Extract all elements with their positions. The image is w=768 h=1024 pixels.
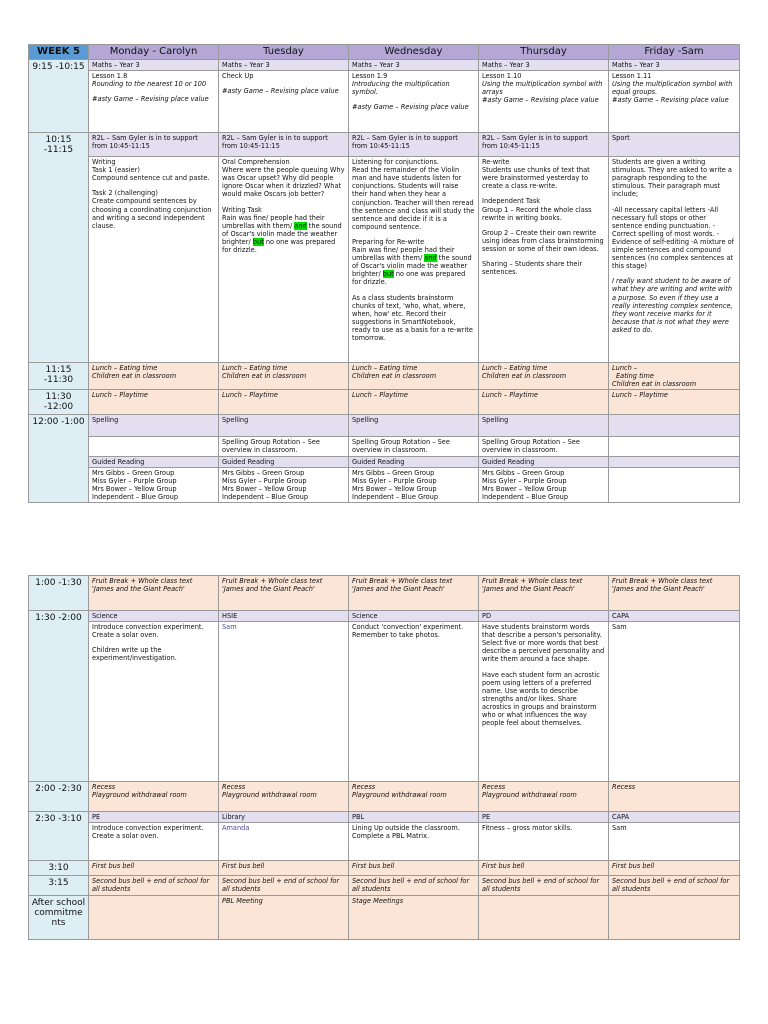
group-blue: Independent – Blue Group — [482, 492, 569, 501]
time-slot: 3:15 — [29, 876, 89, 896]
first-bell-cell: First bus bell — [349, 861, 479, 876]
spelling-rotation: Spelling Group Rotation – See overview in classroom. — [349, 437, 479, 456]
recess-cell — [89, 782, 219, 812]
recess-cell — [219, 782, 349, 812]
highlight-but: but — [252, 237, 264, 246]
maths-label: Maths – Year 3 — [479, 60, 609, 71]
lunch-eating-cell — [89, 363, 219, 390]
sentence-part: the sound of Oscar's violin made the weather brighter/ — [352, 254, 472, 279]
lunch-desc: Children eat in classroom — [482, 372, 567, 381]
lunch-title: Eating time — [616, 372, 654, 381]
guided-groups — [219, 467, 349, 502]
time-slot: 1:30 -2:00 — [29, 611, 89, 782]
afternoon2-subject-row — [29, 812, 740, 823]
lunch-eating-cell — [479, 363, 609, 390]
guided-groups-row — [29, 467, 740, 502]
second-bell-cell: Second bus bell + end of school for all students — [479, 876, 609, 896]
group-green: Mrs Gibbs – Green Group — [92, 468, 175, 477]
sport-label: Sport — [609, 133, 740, 157]
maths-label: Maths – Year 3 — [89, 60, 219, 71]
recess-title: Recess — [352, 783, 376, 792]
science-wednesday: Conduct 'convection' experiment. Remember to take photos. — [349, 622, 479, 782]
first-bell-row — [29, 861, 740, 876]
oral-comp-title: Oral Comprehension — [222, 158, 290, 167]
rewrite-title: Re-write — [482, 158, 510, 167]
literacy-friday — [609, 157, 740, 363]
recess-title: Recess — [222, 783, 246, 792]
lesson-game: #asty Game – Revising place value — [352, 103, 469, 112]
second-bell-row — [29, 876, 740, 896]
subject-label: PBL — [349, 812, 479, 823]
group-green: Mrs Gibbs – Green Group — [222, 468, 305, 477]
group-yellow: Mrs Bower – Yellow Group — [222, 484, 307, 493]
timetable-morning — [28, 44, 740, 503]
maths-label: Maths – Year 3 — [349, 60, 479, 71]
maths-friday — [609, 71, 740, 133]
subject-label: HSIE — [219, 611, 349, 622]
spelling-rotation: Spelling Group Rotation – See overview in classroom. — [219, 437, 349, 456]
spelling-rotation: Spelling Group Rotation – See overview in classroom. — [479, 437, 609, 456]
lunch-eating-cell — [609, 363, 740, 390]
time-slot: 11:15 -11:30 — [29, 363, 89, 390]
afternoon2-content-row — [29, 823, 740, 861]
group-yellow: Mrs Bower – Yellow Group — [92, 484, 177, 493]
group-blue: Independent – Blue Group — [92, 492, 179, 501]
lesson-title: Lesson 1.10 — [482, 72, 522, 81]
literacy-wednesday — [349, 157, 479, 363]
spelling-label: Spelling — [219, 415, 349, 437]
lunch-eating-row — [29, 363, 740, 390]
highlight-and: and — [294, 221, 307, 230]
after-school-cell: PBL Meeting — [219, 896, 349, 940]
r2l-note: R2L – Sam Gyler is in to support from 10:45-11:15 — [349, 133, 479, 157]
time-slot: 10:15 -11:15 — [29, 133, 89, 363]
subject-label: PE — [89, 812, 219, 823]
literacy-row — [29, 157, 740, 363]
capa-friday: Sam — [609, 823, 740, 861]
lunch-play-cell: Lunch – Playtime — [219, 390, 349, 415]
sentence-part: Rain was fine/ people had their umbrellas with them/ — [352, 246, 455, 263]
maths-label: Maths – Year 3 — [609, 60, 740, 71]
science-monday — [89, 622, 219, 782]
guided-reading-label — [609, 456, 740, 467]
lesson-game: #asty Game – Revising place value — [482, 96, 599, 105]
after-school-row — [29, 896, 740, 940]
day-friday: Friday -Sam — [609, 45, 740, 60]
rewrite-desc: Students use chunks of text that were brainstormed yesterday to create a class re-write. — [482, 166, 590, 191]
literacy-monday — [89, 157, 219, 363]
lesson-game: #asty Game – Revising place value — [612, 96, 729, 105]
r2l-note: R2L – Sam Gyler is in to support from 10:45-11:15 — [219, 133, 349, 157]
after-school-cell — [479, 896, 609, 940]
lesson-title: Lesson 1.11 — [612, 72, 652, 81]
subject-label: Science — [349, 611, 479, 622]
lunch-desc: Children eat in classroom — [222, 372, 307, 381]
group-purple: Miss Gyler – Purple Group — [92, 476, 177, 485]
time-slot: 11:30 -12:00 — [29, 390, 89, 415]
first-bell-cell: First bus bell — [219, 861, 349, 876]
second-bell-cell: Second bus bell + end of school for all students — [89, 876, 219, 896]
highlight-and: and — [424, 254, 437, 263]
pd-thursday — [479, 622, 609, 782]
recess-cell — [609, 782, 740, 812]
capa-friday: Sam — [609, 622, 740, 782]
lesson-game: #asty Game – Revising place value — [222, 87, 339, 96]
lunch-desc: Children eat in classroom — [92, 372, 177, 381]
lunch-play-cell: Lunch – Playtime — [479, 390, 609, 415]
recess-desc: Playground withdrawal room — [222, 791, 317, 800]
time-slot: 12:00 -1:00 — [29, 415, 89, 503]
lesson-desc: Children write up the experiment/investigation. — [92, 646, 177, 663]
group-green: Mrs Gibbs – Green Group — [352, 468, 435, 477]
lunch-title: Lunch – Eating time — [352, 364, 418, 373]
recess-title: Recess — [612, 783, 636, 792]
guided-reading-row — [29, 456, 740, 467]
group-blue: Independent – Blue Group — [222, 492, 309, 501]
lesson-desc: Have students brainstorm words that describe a person's personality. Select five or more words that best describe a perceived personality and write them around a face shape. — [482, 623, 605, 664]
day-monday: Monday - Carolyn — [89, 45, 219, 60]
r2l-note: R2L – Sam Gyler is in to support from 10:45-11:15 — [479, 133, 609, 157]
sharing-desc: Sharing – Students share their sentences. — [482, 260, 583, 277]
group-blue: Independent – Blue Group — [352, 492, 439, 501]
fruit-break-cell: Fruit Break + Whole class text 'James and the Giant Peach' — [479, 576, 609, 611]
r2l-note: R2L – Sam Gyler is in to support from 10:45-11:15 — [89, 133, 219, 157]
writing-task-title: Writing Task — [222, 205, 262, 214]
guided-reading-label: Guided Reading — [479, 456, 609, 467]
lunch-play-cell: Lunch – Playtime — [609, 390, 740, 415]
lunch-desc: Children eat in classroom — [612, 380, 697, 389]
second-bell-cell: Second bus bell + end of school for all students — [349, 876, 479, 896]
task-desc: Compound sentence cut and paste. — [92, 174, 210, 183]
timetable-afternoon — [28, 575, 740, 940]
r2l-row — [29, 133, 740, 157]
guided-reading-label: Guided Reading — [89, 456, 219, 467]
recess-row — [29, 782, 740, 812]
prep-title: Preparing for Re-write — [352, 237, 425, 246]
lunch-title: Lunch – Eating time — [482, 364, 548, 373]
group-purple: Miss Gyler – Purple Group — [222, 476, 307, 485]
sentence-part: Rain was fine/ people had their umbrellas with them/ — [222, 213, 325, 230]
task-desc: Create compound sentences by choosing a coordinating conjunction and writing a second independent clause. — [92, 197, 212, 230]
group-purple: Miss Gyler – Purple Group — [352, 476, 437, 485]
maths-thursday — [479, 71, 609, 133]
subject-label: PD — [479, 611, 609, 622]
task-label: Task 2 (challenging) — [92, 189, 158, 198]
subject-label: CAPA — [609, 611, 740, 622]
recess-desc: Playground withdrawal room — [352, 791, 447, 800]
brainstorm-desc: As a class students brainstorm chunks of text, 'who, what, where, when, how' etc. Record their suggestions in SmartNotebook, ready to use as a basis for a re-write tomorrow. — [352, 293, 473, 342]
subject-label: CAPA — [609, 812, 740, 823]
group-yellow: Mrs Bower – Yellow Group — [352, 484, 437, 493]
guided-groups — [479, 467, 609, 502]
recess-cell — [479, 782, 609, 812]
literacy-tuesday — [219, 157, 349, 363]
maths-wednesday — [349, 71, 479, 133]
afternoon1-content-row — [29, 622, 740, 782]
guided-groups — [349, 467, 479, 502]
fruit-break-cell: Fruit Break + Whole class text 'James and the Giant Peach' — [349, 576, 479, 611]
after-school-cell: Stage Meetings — [349, 896, 479, 940]
maths-label: Maths – Year 3 — [219, 60, 349, 71]
recess-desc: Playground withdrawal room — [92, 791, 187, 800]
fruit-break-cell: Fruit Break + Whole class text 'James and the Giant Peach' — [219, 576, 349, 611]
teacher-note: I really want student to be aware of what they are writing and write with a purpose. So even if they use a really interesting complex sentence, they wont receive marks for it because that is not what they were asked to do. — [612, 277, 733, 334]
time-slot: 9:15 -10:15 — [29, 60, 89, 133]
prep-sentence — [352, 246, 475, 286]
guided-reading-label: Guided Reading — [349, 456, 479, 467]
writing-task-sentence — [222, 214, 345, 254]
literacy-thursday — [479, 157, 609, 363]
subject-label: Library — [219, 812, 349, 823]
fruit-break-row — [29, 576, 740, 611]
recess-title: Recess — [482, 783, 506, 792]
fruit-break-cell: Fruit Break + Whole class text 'James and the Giant Peach' — [609, 576, 740, 611]
week-label: WEEK 5 — [29, 45, 89, 60]
lunch-eating-cell — [349, 363, 479, 390]
recess-cell — [349, 782, 479, 812]
time-slot: After school commitme nts — [29, 896, 89, 940]
writing-criteria: -All necessary capital letters -All necessary full stops or other sentence ending punctuation. -Correct spelling of most words. -Evidence of self-editing -A mixture of simple sentences and compound sentences (no complex sentences at this stage) — [612, 205, 735, 271]
lesson-desc: Rounding to the nearest 10 or 100 — [92, 80, 207, 89]
task-label: Task 1 (easier) — [92, 166, 140, 175]
sentence-part: no one was prepared for drizzle. — [352, 270, 466, 287]
second-bell-cell: Second bus bell + end of school for all students — [609, 876, 740, 896]
spelling-label: Spelling — [349, 415, 479, 437]
maths-content-row — [29, 71, 740, 133]
day-tuesday: Tuesday — [219, 45, 349, 60]
maths-subject-row — [29, 60, 740, 71]
library-tuesday: Amanda — [219, 823, 349, 861]
lunch-play-row — [29, 390, 740, 415]
lesson-desc: Using the multiplication symbol with equal groups. — [612, 80, 733, 97]
listening-desc: Read the remainder of the Violin man and have students listen for conjunctions. Students will raise their hand when they hear a conjunction. Teacher will then reread the sentence and class will study the sentence and decide if it is a compound sentence. — [352, 166, 475, 231]
subject-label: Science — [89, 611, 219, 622]
time-slot: 2:00 -2:30 — [29, 782, 89, 812]
maths-tuesday — [219, 71, 349, 133]
lesson-desc: Introducing the multiplication symbol. — [352, 80, 450, 97]
spelling-rotation-row — [29, 437, 740, 456]
sentence-part: the sound of Oscar's violin made the weather brighter/ — [222, 221, 342, 246]
oral-comp-questions: Where were the people queuing Why was Oscar upset? Why did people ignore Oscar when it drizzled? What would make Oscars job better? — [222, 166, 345, 199]
afternoon1-subject-row — [29, 611, 740, 622]
recess-title: Recess — [92, 783, 116, 792]
first-bell-cell: First bus bell — [609, 861, 740, 876]
pe-thursday: Fitness – gross motor skills. — [479, 823, 609, 861]
independent-title: Independent Task — [482, 197, 541, 206]
lesson-desc: Have each student form an acrostic poem using letters of a preferred name. Use words to describe strengths and/or likes. Share acrostics in groups and brainstorm who or what influences the way people feel about themselves. — [482, 670, 600, 728]
lunch-title: Lunch – Eating time — [92, 364, 158, 373]
group-green: Mrs Gibbs – Green Group — [482, 468, 565, 477]
spelling-label: Spelling — [479, 415, 609, 437]
time-slot: 1:00 -1:30 — [29, 576, 89, 611]
group-task: Group 2 – Create their own rewrite using ideas from class brainstorming session or some of their own ideas. — [482, 228, 604, 253]
subject-label: PE — [479, 812, 609, 823]
group-yellow: Mrs Bower – Yellow Group — [482, 484, 567, 493]
lunch-play-cell: Lunch – Playtime — [89, 390, 219, 415]
after-school-cell — [609, 896, 740, 940]
day-thursday: Thursday — [479, 45, 609, 60]
lunch-title: Lunch – Eating time — [222, 364, 288, 373]
spelling-rotation — [609, 437, 740, 456]
lesson-desc: Introduce convection experiment. Create a solar oven. — [92, 623, 204, 640]
first-bell-cell: First bus bell — [89, 861, 219, 876]
guided-reading-label: Guided Reading — [219, 456, 349, 467]
recess-desc: Playground withdrawal room — [482, 791, 577, 800]
hsie-tuesday: Sam — [219, 622, 349, 782]
guided-groups — [89, 467, 219, 502]
listening-title: Listening for conjunctions. — [352, 158, 440, 167]
writing-title: Writing — [92, 158, 116, 167]
after-school-cell — [89, 896, 219, 940]
spelling-label: Spelling — [89, 415, 219, 437]
group-purple: Miss Gyler – Purple Group — [482, 476, 567, 485]
group-task: Group 1 – Record the whole class rewrite in writing books. — [482, 205, 592, 222]
lesson-title: Lesson 1.9 — [352, 72, 388, 81]
lesson-desc: Using the multiplication symbol with arrays — [482, 80, 603, 97]
spelling-row — [29, 415, 740, 437]
maths-monday — [89, 71, 219, 133]
guided-groups — [609, 467, 740, 502]
first-bell-cell: First bus bell — [479, 861, 609, 876]
fruit-break-cell: Fruit Break + Whole class text 'James and the Giant Peach' — [89, 576, 219, 611]
lesson-title: Lesson 1.8 — [92, 72, 128, 81]
time-slot: 3:10 — [29, 861, 89, 876]
lunch-title: Lunch – — [612, 364, 638, 373]
lesson-title: Check Up — [222, 72, 254, 81]
header-row — [29, 45, 740, 60]
lesson-game: #asty Game – Revising place value — [92, 95, 209, 104]
time-slot: 2:30 -3:10 — [29, 812, 89, 861]
lunch-play-cell: Lunch – Playtime — [349, 390, 479, 415]
spelling-rotation — [89, 437, 219, 456]
spelling-label — [609, 415, 740, 437]
day-wednesday: Wednesday — [349, 45, 479, 60]
pbl-wednesday: Lining Up outside the classroom. Complete a PBL Matrix. — [349, 823, 479, 861]
sentence-part: no one was prepared for drizzle. — [222, 237, 336, 255]
lunch-desc: Children eat in classroom — [352, 372, 437, 381]
pe-monday: Introduce convection experiment. Create a solar oven. — [89, 823, 219, 861]
second-bell-cell: Second bus bell + end of school for all students — [219, 876, 349, 896]
lunch-eating-cell — [219, 363, 349, 390]
highlight-but: but — [382, 270, 394, 279]
writing-intro: Students are given a writing stimulous. They are asked to write a paragraph responding to the stimulous. Their paragraph must include; — [612, 158, 732, 199]
